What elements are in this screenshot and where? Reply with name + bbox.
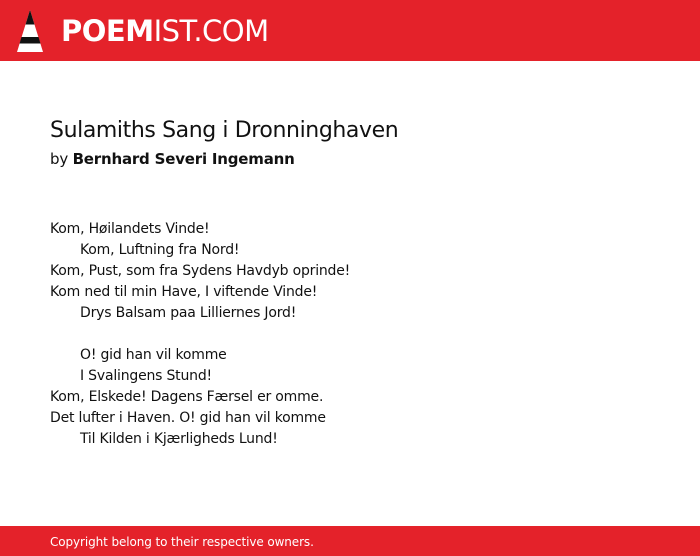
- poem-line: O! gid han vil komme: [80, 347, 227, 363]
- poem-line: Kom, Elskede! Dagens Færsel er omme.: [50, 389, 324, 405]
- logo-text-bold: POEM: [61, 14, 154, 48]
- poem-line: Kom, Høilandets Vinde!: [50, 221, 210, 237]
- poem-line: Det lufter i Haven. O! gid han vil komme: [50, 410, 326, 426]
- by-label: by: [50, 150, 68, 168]
- poem-line: Kom, Luftning fra Nord!: [80, 242, 240, 258]
- poem-body: [50, 219, 350, 450]
- stanza-break: [50, 324, 350, 345]
- copyright-notice: Copyright belong to their respective owners.: [50, 535, 314, 549]
- logo-text-light: IST.COM: [153, 14, 269, 48]
- pencil-tip-icon[interactable]: [17, 10, 43, 52]
- poem-line: Til Kilden i Kjærligheds Lund!: [80, 431, 278, 447]
- byline: [50, 149, 295, 169]
- site-footer: [0, 526, 700, 556]
- author-name: Bernhard Severi Ingemann: [72, 150, 295, 168]
- poem-line: Kom, Pust, som fra Sydens Havdyb oprinde!: [50, 263, 351, 279]
- site-logo[interactable]: [61, 12, 269, 50]
- poem-line: Drys Balsam paa Lilliernes Jord!: [80, 305, 297, 321]
- poem-title: Sulamiths Sang i Dronninghaven: [50, 118, 399, 143]
- poem-line: I Svalingens Stund!: [80, 368, 212, 384]
- site-header: [0, 0, 700, 61]
- poem-line: Kom ned til min Have, I viftende Vinde!: [50, 284, 318, 300]
